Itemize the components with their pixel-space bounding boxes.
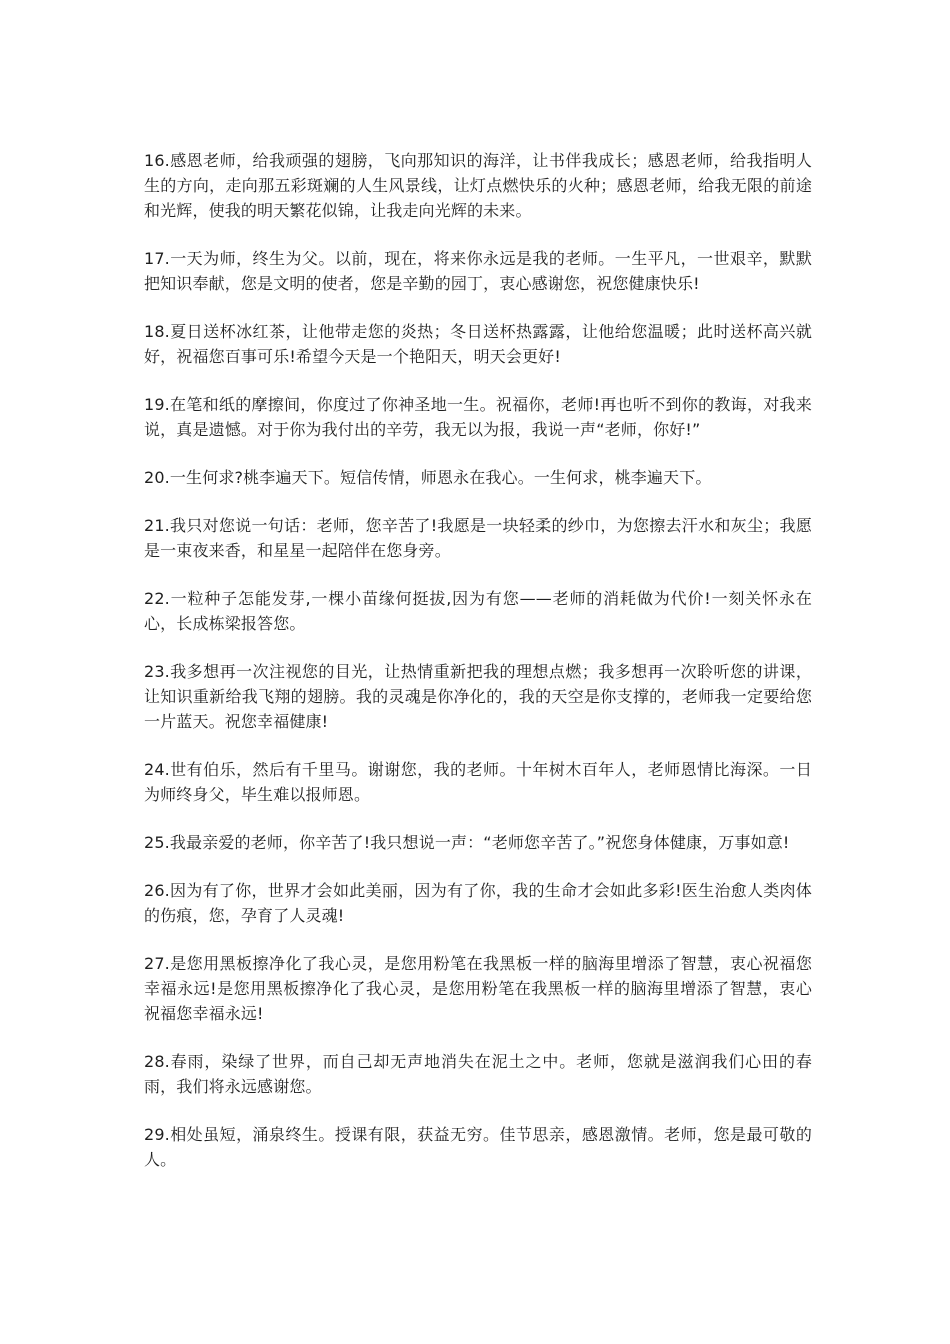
paragraph-29: 29.相处虽短，涌泉终生。授课有限，获益无穷。佳节思亲，感恩激情。老师，您是最可敬的人。 — [144, 1125, 812, 1169]
paragraph-19: 19.在笔和纸的摩擦间，你度过了你神圣地一生。祝福你，老师!再也听不到你的教诲，对我来说，真是遗憾。对于你为我付出的辛劳，我无以为报，我说一声“老师，你好!” — [144, 395, 812, 439]
paragraph-27: 27.是您用黑板擦净化了我心灵，是您用粉笔在我黑板一样的脑海里增添了智慧，衷心祝福您幸福永远!是您用黑板擦净化了我心灵，是您用粉笔在我黑板一样的脑海里增添了智慧，衷心祝福您幸福永远! — [144, 954, 812, 1023]
paragraph-21: 21.我只对您说一句话：老师，您辛苦了!我愿是一块轻柔的纱巾，为您擦去汗水和灰尘；我愿是一束夜来香，和星星一起陪伴在您身旁。 — [144, 516, 812, 560]
paragraph-25: 25.我最亲爱的老师，你辛苦了!我只想说一声：“老师您辛苦了。”祝您身体健康，万事如意! — [144, 833, 790, 852]
paragraph-22: 22.一粒种子怎能发芽,一棵小苗缘何挺拔,因为有您——老师的消耗做为代价!一刻关怀永在心，长成栋梁报答您。 — [144, 589, 812, 633]
paragraph-23: 23.我多想再一次注视您的目光，让热情重新把我的理想点燃；我多想再一次聆听您的讲课，让知识重新给我飞翔的翅膀。我的灵魂是你净化的，我的天空是你支撑的，老师我一定要给您一片蓝天。祝您幸福健康! — [144, 662, 812, 731]
paragraph-24: 24.世有伯乐，然后有千里马。谢谢您，我的老师。十年树木百年人，老师恩情比海深。一日为师终身父，毕生难以报师恩。 — [144, 760, 812, 804]
document-body — [144, 148, 812, 1195]
paragraph-16: 16.感恩老师，给我顽强的翅膀，飞向那知识的海洋，让书伴我成长；感恩老师，给我指明人生的方向，走向那五彩斑斓的人生风景线，让灯点燃快乐的火种；感恩老师，给我无限的前途和光辉，使我的明天繁花似锦，让我走向光辉的未来。 — [144, 151, 812, 220]
paragraph-26: 26.因为有了你，世界才会如此美丽，因为有了你，我的生命才会如此多彩!医生治愈人类肉体的伤痕，您，孕育了人灵魂! — [144, 881, 812, 925]
paragraph-20: 20.一生何求?桃李遍天下。短信传情，师恩永在我心。一生何求，桃李遍天下。 — [144, 468, 712, 487]
paragraph-17: 17.一天为师，终生为父。以前，现在，将来你永远是我的老师。一生平凡，一世艰辛，默默把知识奉献，您是文明的使者，您是辛勤的园丁，衷心感谢您，祝您健康快乐! — [144, 249, 812, 293]
paragraph-18: 18.夏日送杯冰红茶，让他带走您的炎热；冬日送杯热露露，让他给您温暖；此时送杯高兴就好，祝福您百事可乐!希望今天是一个艳阳天，明天会更好! — [144, 322, 812, 366]
paragraph-28: 28.春雨，染绿了世界，而自己却无声地消失在泥土之中。老师，您就是滋润我们心田的春雨，我们将永远感谢您。 — [144, 1052, 812, 1096]
